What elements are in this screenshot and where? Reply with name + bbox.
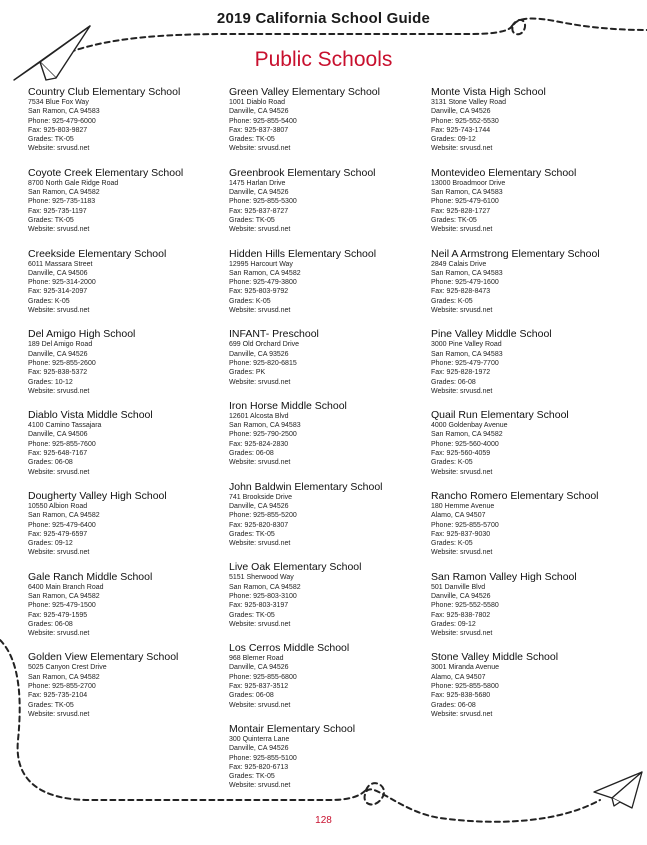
school-phone: Phone: 925-552-5580 (431, 602, 499, 610)
school-phone: Phone: 925-560-4000 (431, 440, 499, 448)
school-fax: Fax: 925-479-6597 (28, 530, 88, 538)
school-entry (229, 400, 434, 468)
school-phone: Phone: 925-479-7700 (431, 359, 499, 367)
school-grades: Grades: TK-05 (229, 136, 275, 144)
school-grades: Grades: 09-12 (431, 136, 476, 144)
school-city: Danville, CA 94506 (28, 431, 88, 439)
school-grades: Grades: TK-05 (229, 611, 275, 619)
school-website[interactable]: Website: srvusd.net (431, 468, 493, 476)
school-grades: Grades: 09-12 (431, 620, 476, 628)
school-website[interactable]: Website: srvusd.net (229, 540, 291, 548)
school-grades: Grades: TK-05 (229, 216, 275, 224)
school-grades: Grades: 06-08 (431, 701, 476, 709)
school-name: Greenbrook Elementary School (229, 166, 376, 179)
school-grades: Grades: K-05 (431, 459, 473, 467)
school-phone: Phone: 925-479-3800 (229, 279, 297, 287)
school-website[interactable]: Website: srvusd.net (229, 782, 291, 790)
school-column (229, 86, 434, 804)
school-website[interactable]: Website: srvusd.net (229, 620, 291, 628)
school-website[interactable]: Website: srvusd.net (28, 387, 90, 395)
school-entry (431, 328, 636, 396)
school-name: Dougherty Valley High School (28, 489, 167, 502)
school-column (431, 86, 636, 732)
school-phone: Phone: 925-855-7600 (28, 440, 96, 448)
school-address: 6011 Massara Street (28, 260, 93, 268)
school-website[interactable]: Website: srvusd.net (431, 307, 493, 315)
school-name: Country Club Elementary School (28, 86, 181, 98)
school-name: Creekside Elementary School (28, 247, 167, 260)
school-entry (229, 248, 434, 316)
school-grades: Grades: 06-08 (229, 450, 274, 458)
school-entry (28, 248, 233, 316)
school-website[interactable]: Website: srvusd.net (28, 549, 90, 557)
school-website[interactable]: Website: srvusd.net (431, 226, 493, 234)
school-grades: Grades: TK-05 (229, 530, 275, 538)
school-grades: Grades: TK-05 (28, 701, 74, 709)
school-entry (431, 490, 636, 558)
school-website[interactable]: Website: srvusd.net (229, 459, 291, 467)
school-address: 4100 Camino Tassajara (28, 422, 102, 430)
school-grades: Grades: K-05 (28, 297, 70, 305)
school-fax: Fax: 925-820-6713 (229, 763, 289, 771)
school-phone: Phone: 925-479-6000 (28, 117, 96, 125)
school-website[interactable]: Website: srvusd.net (28, 307, 90, 315)
school-fax: Fax: 925-314-2097 (28, 288, 88, 296)
school-name: Diablo Vista Middle School (28, 409, 153, 422)
school-website[interactable]: Website: srvusd.net (431, 549, 493, 557)
school-phone: Phone: 925-855-6800 (229, 673, 297, 681)
school-entry (28, 490, 233, 558)
school-phone: Phone: 925-855-5200 (229, 512, 297, 520)
school-website[interactable]: Website: srvusd.net (229, 378, 291, 386)
school-phone: Phone: 925-855-5300 (229, 198, 297, 206)
school-address: 8700 North Gale Ridge Road (28, 179, 119, 187)
paper-plane-icon (592, 770, 644, 810)
school-grades: Grades: 10-12 (28, 378, 73, 386)
school-phone: Phone: 925-479-6100 (431, 198, 499, 206)
school-entry (431, 571, 636, 639)
school-address: 7534 Blue Fox Way (28, 99, 89, 106)
school-phone: Phone: 925-552-5530 (431, 117, 499, 125)
school-name: Gale Ranch Middle School (28, 570, 153, 583)
school-entry (431, 86, 636, 154)
school-grades: Grades: 06-08 (431, 378, 476, 386)
school-address: 968 Blemer Road (229, 655, 284, 663)
school-phone: Phone: 925-855-5400 (229, 117, 297, 125)
school-fax: Fax: 925-560-4059 (431, 450, 491, 458)
school-website[interactable]: Website: srvusd.net (431, 710, 493, 718)
school-entry (28, 328, 233, 396)
school-city: Danville, CA 94526 (28, 350, 88, 358)
school-website[interactable]: Website: srvusd.net (431, 630, 493, 638)
school-fax: Fax: 925-648-7167 (28, 450, 88, 458)
school-name: John Baldwin Elementary School (229, 480, 383, 493)
school-name: Coyote Creek Elementary School (28, 166, 184, 179)
school-address: 12601 Alcosta Blvd (229, 412, 289, 420)
school-address: 6400 Main Branch Road (28, 583, 104, 591)
school-fax: Fax: 925-803-9827 (28, 126, 88, 134)
school-name: Neil A Armstrong Elementary School (431, 247, 600, 260)
school-city: San Ramon, CA 94582 (28, 592, 100, 600)
school-city: San Ramon, CA 94582 (431, 431, 503, 439)
school-entry (431, 167, 636, 235)
school-city: Danville, CA 94506 (28, 269, 88, 277)
school-grades: Grades: TK-05 (229, 773, 275, 781)
school-address: 1001 Diablo Road (229, 99, 286, 106)
school-entry (229, 723, 434, 791)
school-fax: Fax: 925-838-5372 (28, 369, 88, 377)
school-address: 3131 Stone Valley Road (431, 99, 506, 106)
school-phone: Phone: 925-479-1600 (431, 279, 499, 287)
school-city: San Ramon, CA 94583 (431, 269, 503, 277)
school-city: Danville, CA 94526 (431, 108, 491, 116)
school-city: Danville, CA 94526 (431, 592, 491, 600)
school-city: Danville, CA 94526 (229, 189, 289, 197)
school-entry (28, 167, 233, 235)
school-website[interactable]: Website: srvusd.net (229, 145, 291, 153)
school-phone: Phone: 925-314-2000 (28, 279, 96, 287)
school-phone: Phone: 925-479-6400 (28, 521, 96, 529)
school-name: Green Valley Elementary School (229, 86, 380, 98)
school-city: Alamo, CA 94507 (431, 673, 486, 681)
school-name: Stone Valley Middle School (431, 651, 559, 664)
school-grades: Grades: K-05 (229, 297, 271, 305)
school-grades: Grades: PK (229, 369, 266, 377)
school-name: Montevideo Elementary School (431, 166, 577, 179)
school-fax: Fax: 925-838-5680 (431, 692, 491, 700)
school-website[interactable]: Website: srvusd.net (28, 710, 90, 718)
school-entry (431, 409, 636, 477)
school-name: Monte Vista High School (431, 86, 546, 98)
school-fax: Fax: 925-735-2104 (28, 692, 88, 700)
school-phone: Phone: 925-803-3100 (229, 592, 297, 600)
page-number: 128 (315, 815, 332, 826)
school-grades: Grades: TK-05 (28, 136, 74, 144)
school-website[interactable]: Website: srvusd.net (28, 226, 90, 234)
school-address: 3000 Pine Valley Road (431, 341, 502, 349)
section-title: Public Schools (254, 48, 393, 71)
school-phone: Phone: 925-855-2600 (28, 359, 96, 367)
school-grades: Grades: 09-12 (28, 540, 73, 548)
school-city: Danville, CA 94526 (229, 502, 289, 510)
school-entry (431, 248, 636, 316)
school-grades: Grades: TK-05 (28, 216, 74, 224)
school-fax: Fax: 925-838-7802 (431, 611, 491, 619)
school-fax: Fax: 925-743-1744 (431, 126, 491, 134)
school-city: Danville, CA 94526 (229, 745, 289, 753)
school-name: Los Cerros Middle School (229, 642, 350, 655)
school-website[interactable]: Website: srvusd.net (28, 468, 90, 476)
school-address: 699 Old Orchard Drive (229, 341, 300, 349)
school-address: 501 Danville Blvd (431, 583, 486, 591)
school-fax: Fax: 925-837-9030 (431, 530, 491, 538)
school-entry (431, 651, 636, 719)
school-website[interactable]: Website: srvusd.net (28, 630, 90, 638)
school-address: 180 Hemme Avenue (431, 502, 495, 510)
school-grades: Grades: TK-05 (431, 216, 477, 224)
school-fax: Fax: 925-735-1197 (28, 207, 87, 215)
school-fax: Fax: 925-837-3807 (229, 126, 289, 134)
school-fax: Fax: 925-828-1727 (431, 207, 491, 215)
school-city: San Ramon, CA 94583 (229, 422, 301, 430)
school-website[interactable]: Website: srvusd.net (431, 145, 493, 153)
school-phone: Phone: 925-479-1500 (28, 602, 96, 610)
school-address: 2849 Calais Drive (431, 260, 487, 268)
school-entry (229, 167, 434, 235)
school-entry (229, 642, 434, 710)
school-city: San Ramon, CA 94583 (28, 108, 100, 116)
school-name: Montair Elementary School (229, 722, 356, 735)
school-address: 1475 Harlan Drive (229, 179, 286, 187)
school-phone: Phone: 925-735-1183 (28, 198, 96, 206)
school-address: 3001 Miranda Avenue (431, 664, 499, 672)
school-city: Danville, CA 93526 (229, 350, 289, 358)
school-phone: Phone: 925-790-2500 (229, 431, 297, 439)
school-fax: Fax: 925-837-8727 (229, 207, 289, 215)
school-phone: Phone: 925-820-6815 (229, 359, 297, 367)
school-entry (229, 481, 434, 549)
school-grades: Grades: K-05 (431, 540, 473, 548)
school-name: San Ramon Valley High School (431, 570, 577, 583)
school-city: San Ramon, CA 94582 (229, 269, 301, 277)
school-phone: Phone: 925-855-2700 (28, 683, 96, 691)
school-city: San Ramon, CA 94583 (431, 350, 503, 358)
school-fax: Fax: 925-803-9792 (229, 288, 289, 296)
school-name: Live Oak Elementary School (229, 561, 362, 574)
school-phone: Phone: 925-855-5800 (431, 683, 499, 691)
school-name: Quail Run Elementary School (431, 409, 569, 422)
school-city: San Ramon, CA 94582 (28, 512, 100, 520)
school-website[interactable]: Website: srvusd.net (431, 387, 493, 395)
school-address: 12995 Harcourt Way (229, 260, 293, 268)
school-grades: Grades: 06-08 (28, 620, 73, 628)
school-fax: Fax: 925-820-8307 (229, 521, 289, 529)
school-name: INFANT- Preschool (229, 328, 319, 341)
school-entry (229, 328, 434, 386)
school-entry (28, 651, 233, 719)
school-address: 300 Quinterra Lane (229, 735, 290, 743)
school-address: 189 Del Amigo Road (28, 341, 93, 349)
school-name: Iron Horse Middle School (229, 399, 347, 412)
school-address: 5151 Sherwood Way (229, 574, 294, 582)
school-fax: Fax: 925-824-2830 (229, 440, 289, 448)
school-entry (28, 86, 233, 154)
school-entry (28, 571, 233, 639)
school-website[interactable]: Website: srvusd.net (229, 701, 291, 709)
school-website[interactable]: Website: srvusd.net (229, 226, 291, 234)
school-phone: Phone: 925-855-5100 (229, 754, 297, 762)
school-name: Rancho Romero Elementary School (431, 489, 599, 502)
school-phone: Phone: 925-855-5700 (431, 521, 499, 529)
school-city: Danville, CA 94526 (229, 108, 289, 116)
school-fax: Fax: 925-479-1595 (28, 611, 88, 619)
school-name: Hidden Hills Elementary School (229, 247, 377, 260)
school-city: San Ramon, CA 94583 (431, 189, 503, 197)
school-column (28, 86, 233, 732)
school-address: 13000 Broadmoor Drive (431, 179, 506, 187)
school-name: Del Amigo High School (28, 328, 136, 341)
school-fax: Fax: 925-837-3512 (229, 683, 289, 691)
school-city: San Ramon, CA 94582 (28, 189, 100, 197)
school-website[interactable]: Website: srvusd.net (229, 307, 291, 315)
school-entry (229, 561, 434, 629)
school-address: 5025 Canyon Crest Drive (28, 664, 107, 672)
school-entry (28, 409, 233, 477)
school-city: San Ramon, CA 94582 (28, 673, 100, 681)
school-entry (229, 86, 434, 154)
school-website[interactable]: Website: srvusd.net (28, 145, 90, 153)
school-grades: Grades: 06-08 (28, 459, 73, 467)
school-fax: Fax: 925-828-8473 (431, 288, 491, 296)
school-city: San Ramon, CA 94582 (229, 583, 301, 591)
school-city: Danville, CA 94526 (229, 664, 289, 672)
school-address: 741 Brookside Drive (229, 493, 293, 501)
school-grades: Grades: K-05 (431, 297, 473, 305)
school-fax: Fax: 925-828-1972 (431, 369, 491, 377)
school-address: 10550 Albion Road (28, 502, 88, 510)
school-name: Golden View Elementary School (28, 651, 179, 664)
school-address: 4000 Goldenbay Avenue (431, 422, 508, 430)
school-fax: Fax: 925-803-3197 (229, 602, 289, 610)
school-name: Pine Valley Middle School (431, 328, 552, 341)
school-city: Alamo, CA 94507 (431, 512, 486, 520)
school-grades: Grades: 06-08 (229, 692, 274, 700)
guide-title: 2019 California School Guide (216, 10, 431, 27)
